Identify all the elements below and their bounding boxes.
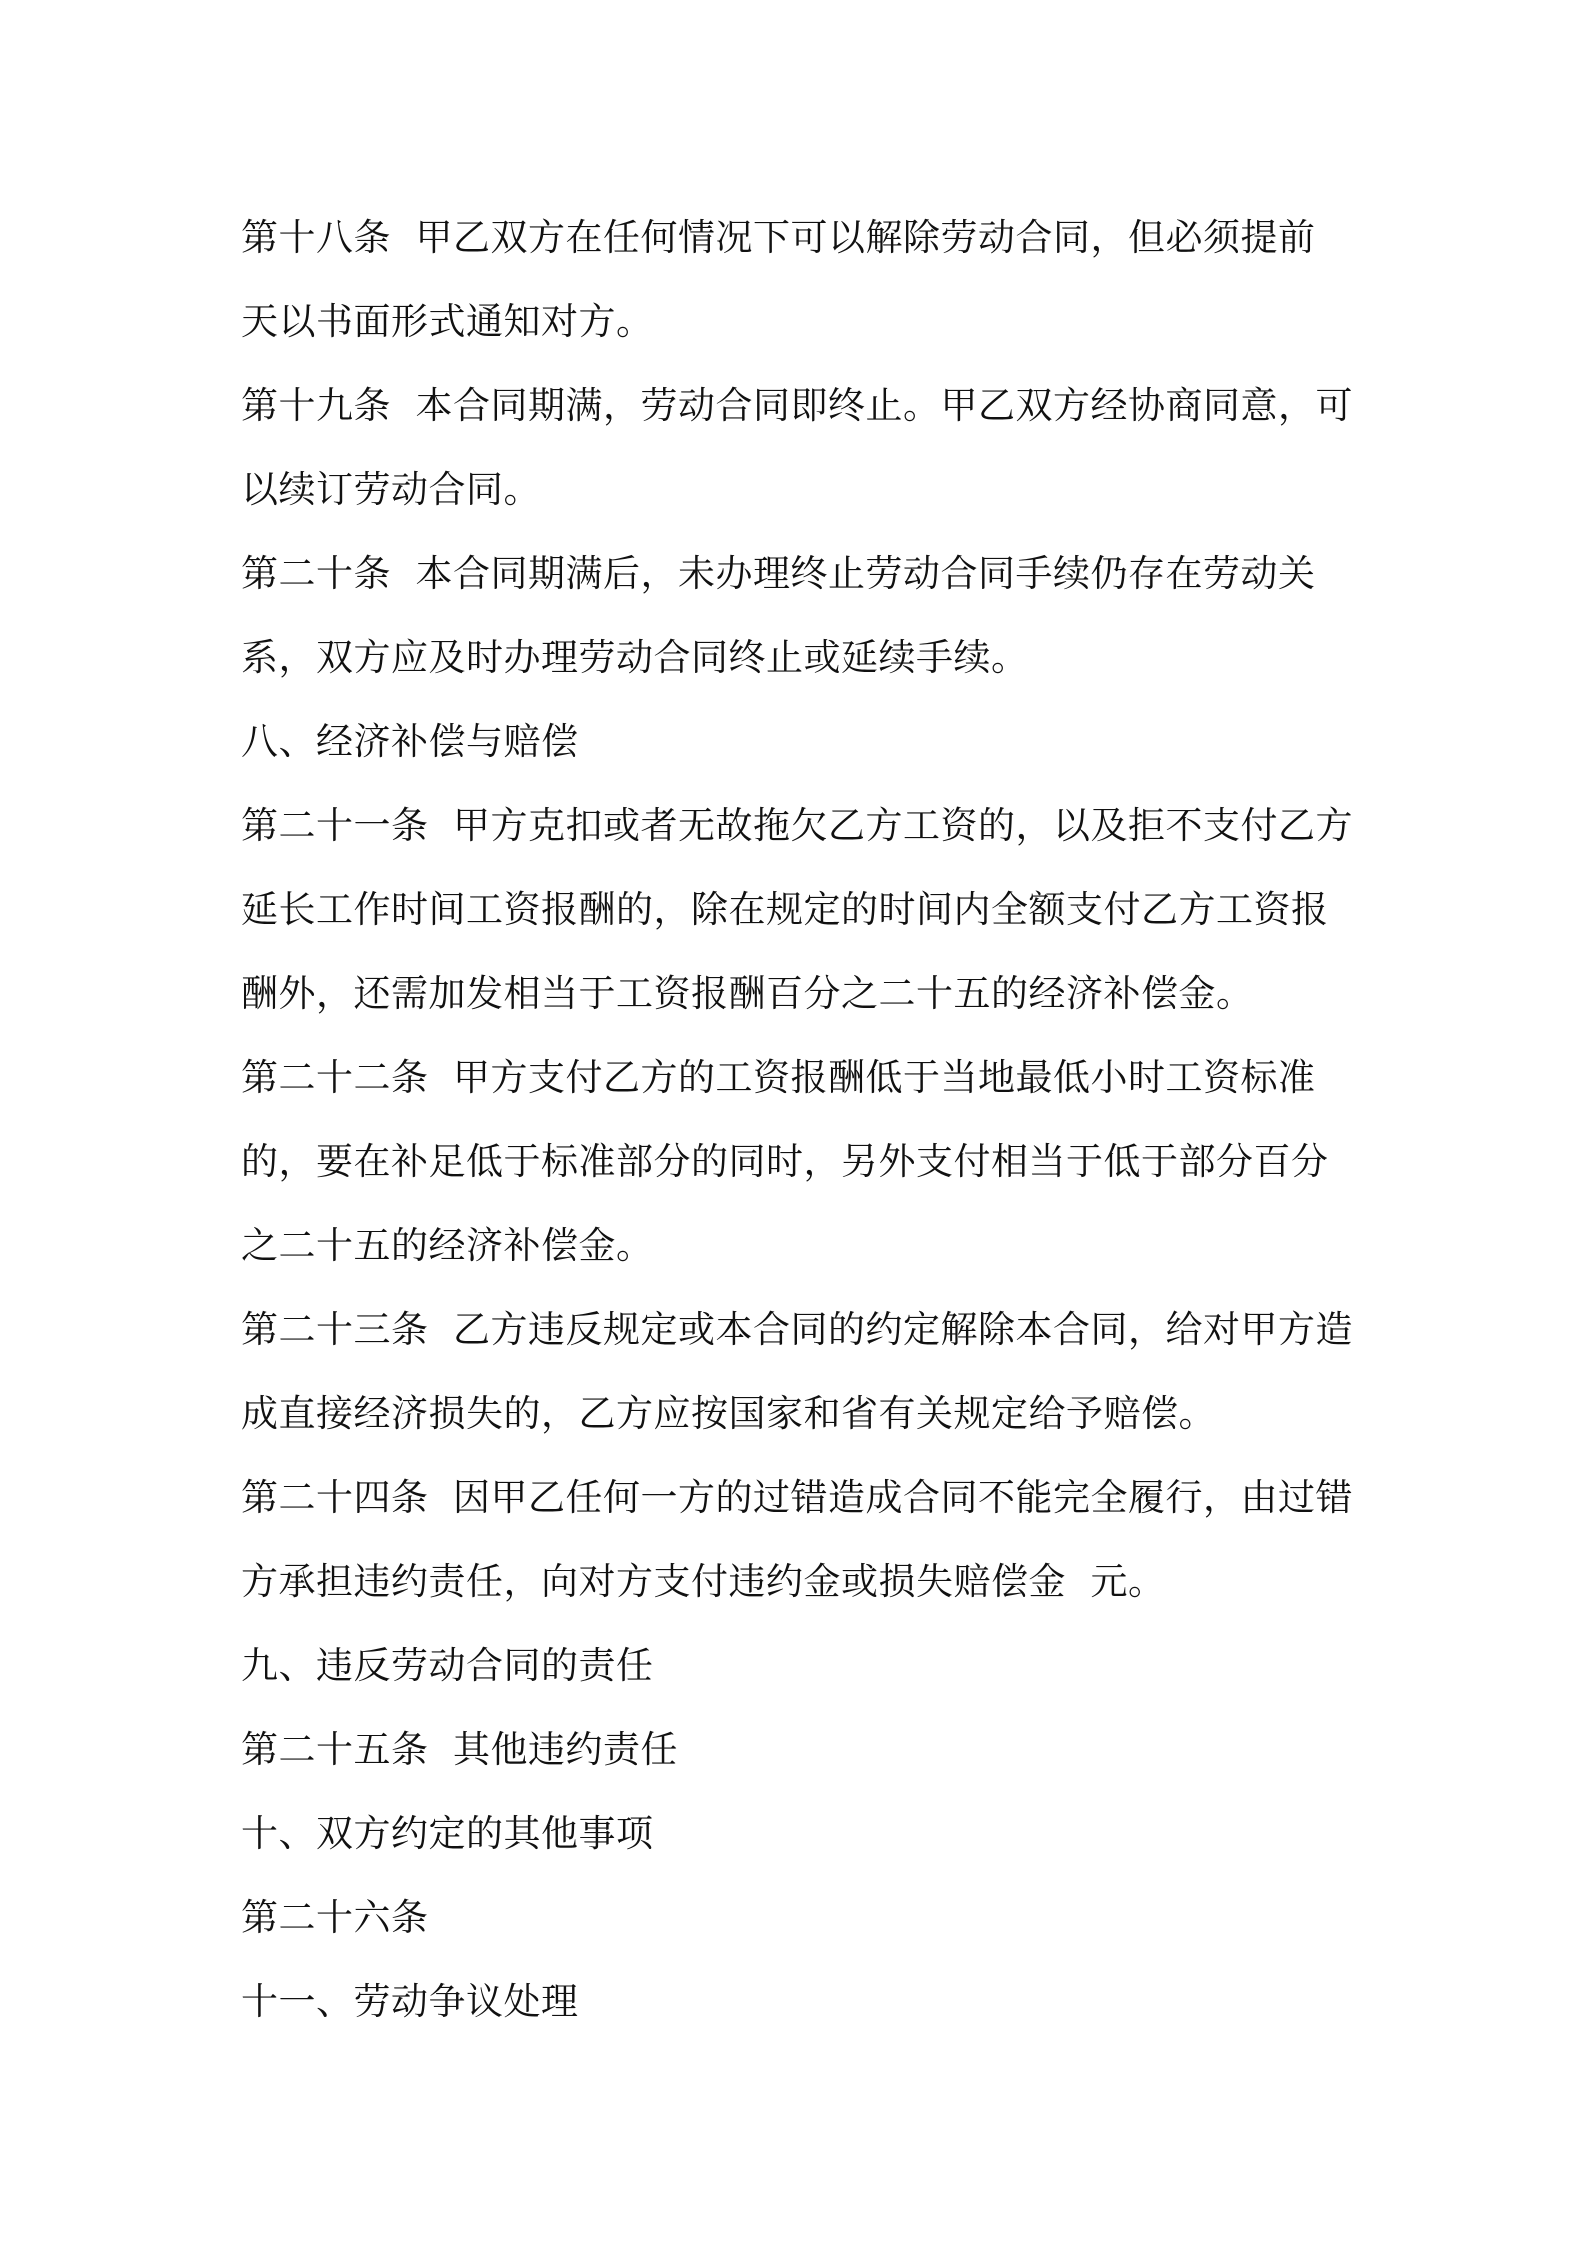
article-19: 第十九条 本合同期满，劳动合同即终止。甲乙双方经协商同意，可以续订劳动合同。: [241, 384, 1354, 511]
article-26: 第二十六条: [241, 1896, 429, 1939]
article-24: 第二十四条 因甲乙任何一方的过错造成合同不能完全履行，由过错方承担违约责任，向对方支付违约金或损失赔偿金 元。: [241, 1476, 1354, 1603]
section-heading-10: 十、双方约定的其他事项: [241, 1812, 654, 1855]
article-25: 第二十五条 其他违约责任: [241, 1728, 679, 1771]
article-18: 第十八条 甲乙双方在任何情况下可以解除劳动合同，但必须提前 天以书面形式通知对方。: [241, 216, 1341, 343]
section-heading-9: 九、违反劳动合同的责任: [241, 1644, 654, 1687]
article-20: 第二十条 本合同期满后，未办理终止劳动合同手续仍存在劳动关系，双方应及时办理劳动合同终止或延续手续。: [241, 552, 1316, 679]
document-body: [241, 196, 1361, 2044]
section-heading-11: 十一、劳动争议处理: [241, 1980, 579, 2023]
article-22: 第二十二条 甲方支付乙方的工资报酬低于当地最低小时工资标准的，要在补足低于标准部分的同时，另外支付相当于低于部分百分之二十五的经济补偿金。: [241, 1056, 1329, 1267]
article-23: 第二十三条 乙方违反规定或本合同的约定解除本合同，给对甲方造成直接经济损失的，乙方应按国家和省有关规定给予赔偿。: [241, 1308, 1354, 1435]
article-21: 第二十一条 甲方克扣或者无故拖欠乙方工资的，以及拒不支付乙方延长工作时间工资报酬的，除在规定的时间内全额支付乙方工资报酬外，还需加发相当于工资报酬百分之二十五的经济补偿金。: [241, 804, 1354, 1015]
section-heading-8: 八、经济补偿与赔偿: [241, 720, 579, 763]
